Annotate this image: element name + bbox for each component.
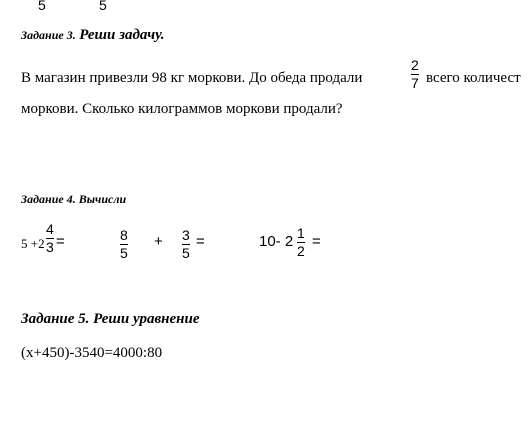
expr3-equals: = (312, 233, 321, 250)
fraction-numerator: 3 (182, 227, 190, 243)
expr2-fraction2 (182, 228, 190, 261)
task3-text-line2: моркови. Сколько килограммов моркови продали? (21, 101, 343, 117)
fraction-denominator: 3 (46, 239, 54, 255)
fraction-denominator: 5 (182, 245, 190, 261)
expr3-prefix: 10- 2 (259, 233, 294, 250)
task3-title: Реши задачу. (79, 27, 165, 43)
expr1-equals: = (56, 233, 65, 250)
fraction-numerator: 2 (411, 57, 419, 73)
task3-fraction (411, 58, 419, 91)
expr2-plus-operator: + (154, 233, 163, 250)
fraction-numerator: 8 (120, 227, 128, 243)
expr2-equals: = (196, 233, 205, 250)
task3-text-line1-end: всего количест (426, 70, 521, 86)
expr3-fraction (297, 226, 305, 259)
expr2-fraction1 (120, 228, 128, 261)
fraction-denominator: 7 (411, 75, 419, 91)
task3-heading (21, 27, 165, 44)
top-partial-number-left: 5 (38, 0, 46, 13)
task3-text-line1: В магазин привезли 98 кг моркови. До обеда продали (21, 70, 363, 86)
task4-heading: Задание 4. Вычисли (21, 192, 127, 206)
fraction-numerator: 1 (297, 225, 305, 241)
top-partial-number-right: 5 (99, 0, 107, 13)
fraction-denominator: 2 (297, 243, 305, 259)
task5-heading: Задание 5. Реши уравнение (21, 311, 200, 327)
fraction-numerator: 4 (46, 221, 54, 237)
task5-equation: (x+450)-3540=4000:80 (21, 345, 163, 361)
expr1-fraction (46, 222, 54, 255)
task3-label: Задание 3. (21, 28, 76, 42)
expr1-prefix: 5 +2 (21, 236, 45, 251)
fraction-denominator: 5 (120, 245, 128, 261)
